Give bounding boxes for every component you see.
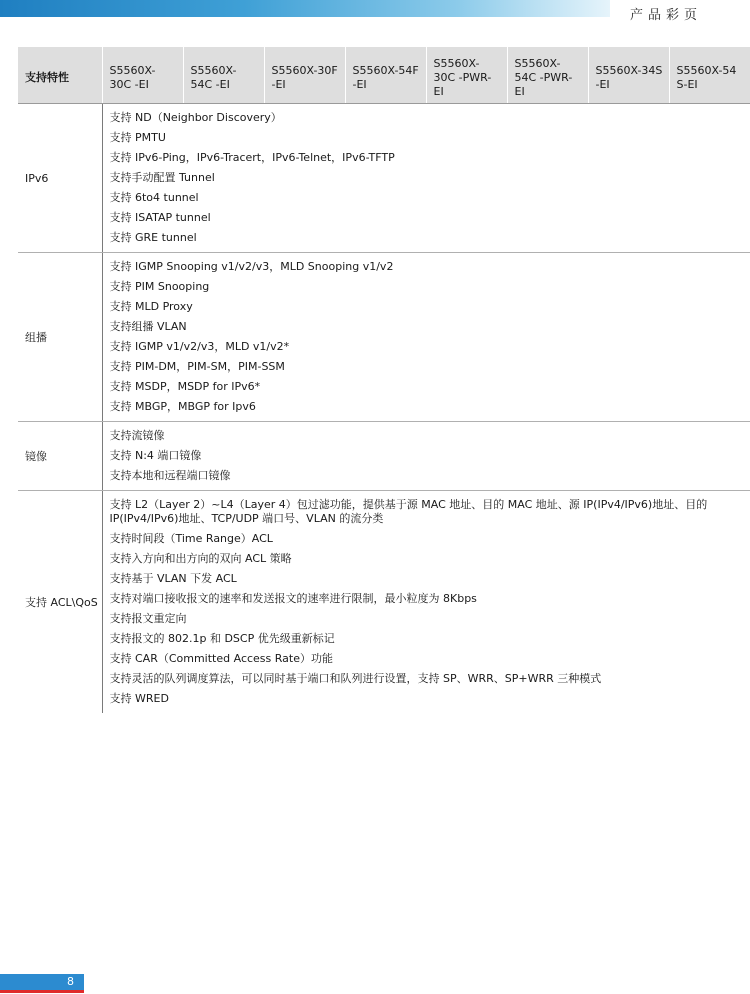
feature-item: 支持入方向和出方向的双向 ACL 策略: [109, 552, 292, 565]
feature-item: 支持 MLD Proxy: [109, 300, 193, 313]
category-label: 镜像: [18, 422, 102, 491]
category-label: 组播: [18, 253, 102, 422]
feature-item: 支持 IGMP v1/v2/v3，MLD v1/v2*: [109, 340, 290, 353]
feature-item: 支持 MBGP，MBGP for Ipv6: [109, 400, 256, 413]
feature-item: 支持 L2（Layer 2）~L4（Layer 4）包过滤功能，提供基于源 MAC 地址、目的 MAC 地址、源 IP(IPv4/IPv6)地址、目的 IP(IPv4/IPv6)地址、TCP/UDP 端口号、VLAN 的流分类: [109, 498, 708, 525]
model-column-header: S5560X-30C -EI: [102, 47, 183, 104]
feature-item: 支持对端口接收报文的速率和发送报文的速率进行限制，最小粒度为 8Kbps: [109, 592, 477, 605]
feature-item: 支持 MSDP，MSDP for IPv6*: [109, 380, 261, 393]
feature-item: 支持 PMTU: [109, 131, 166, 144]
feature-list: [102, 491, 750, 714]
feature-item: 支持 6to4 tunnel: [109, 191, 199, 204]
feature-item: 支持 GRE tunnel: [109, 231, 197, 244]
feature-item: 支持 ISATAP tunnel: [109, 211, 211, 224]
feature-item: 支持本地和远程端口镜像: [109, 469, 231, 482]
page-header-title: 产品彩页: [630, 8, 703, 23]
model-column-header: S5560X-54C -PWR-EI: [507, 47, 588, 104]
section-row-multicast: [18, 253, 750, 422]
page-number: 8: [67, 975, 74, 988]
feature-item: 支持 ND（Neighbor Discovery）: [109, 111, 282, 124]
table-header-row: [18, 47, 750, 104]
feature-list: [102, 422, 750, 491]
feature-item: 支持流镜像: [109, 429, 165, 442]
model-column-header: S5560X-30C -PWR-EI: [426, 47, 507, 104]
section-row-acl-qos: [18, 491, 750, 714]
section-row-mirroring: [18, 422, 750, 491]
feature-list: [102, 104, 750, 253]
category-label: 支持 ACL\QoS: [25, 595, 98, 609]
page-number-underline: [0, 990, 84, 993]
model-column-header: S5560X-54C -EI: [183, 47, 264, 104]
feature-item: 支持手动配置 Tunnel: [109, 171, 215, 184]
feature-list: [102, 253, 750, 422]
feature-item: 支持基于 VLAN 下发 ACL: [109, 572, 237, 585]
model-column-header: S5560X-30F -EI: [264, 47, 345, 104]
category-label: IPv6: [18, 104, 102, 253]
header-gradient-bar: [0, 0, 610, 17]
model-column-header: S5560X-54 S-EI: [669, 47, 750, 104]
feature-item: 支持 N:4 端口镜像: [109, 449, 202, 462]
model-column-header: S5560X-54F -EI: [345, 47, 426, 104]
feature-item: 支持报文的 802.1p 和 DSCP 优先级重新标记: [109, 632, 335, 645]
feature-item: 支持 PIM Snooping: [109, 280, 210, 293]
spec-table: [18, 47, 750, 713]
feature-item: 支持 PIM-DM，PIM-SM，PIM-SSM: [109, 360, 285, 373]
feature-item: 支持报文重定向: [109, 612, 187, 625]
page-number-box: [0, 974, 84, 990]
feature-item: 支持 CAR（Committed Access Rate）功能: [109, 652, 333, 665]
feature-item: 支持灵活的队列调度算法，可以同时基于端口和队列进行设置，支持 SP、WRR、SP+WRR 三种模式: [109, 672, 602, 685]
feature-item: 支持 IPv6-Ping，IPv6-Tracert，IPv6-Telnet，IPv6-TFTP: [109, 151, 395, 164]
feature-item: 支持时间段（Time Range）ACL: [109, 532, 273, 545]
feature-item: 支持组播 VLAN: [109, 320, 187, 333]
feature-item: 支持 WRED: [109, 692, 169, 705]
model-column-header: S5560X-34S -EI: [588, 47, 669, 104]
feature-item: 支持 IGMP Snooping v1/v2/v3，MLD Snooping v1/v2: [109, 260, 394, 273]
section-row-ipv6: [18, 104, 750, 253]
feature-column-header: 支持特性: [18, 47, 102, 104]
